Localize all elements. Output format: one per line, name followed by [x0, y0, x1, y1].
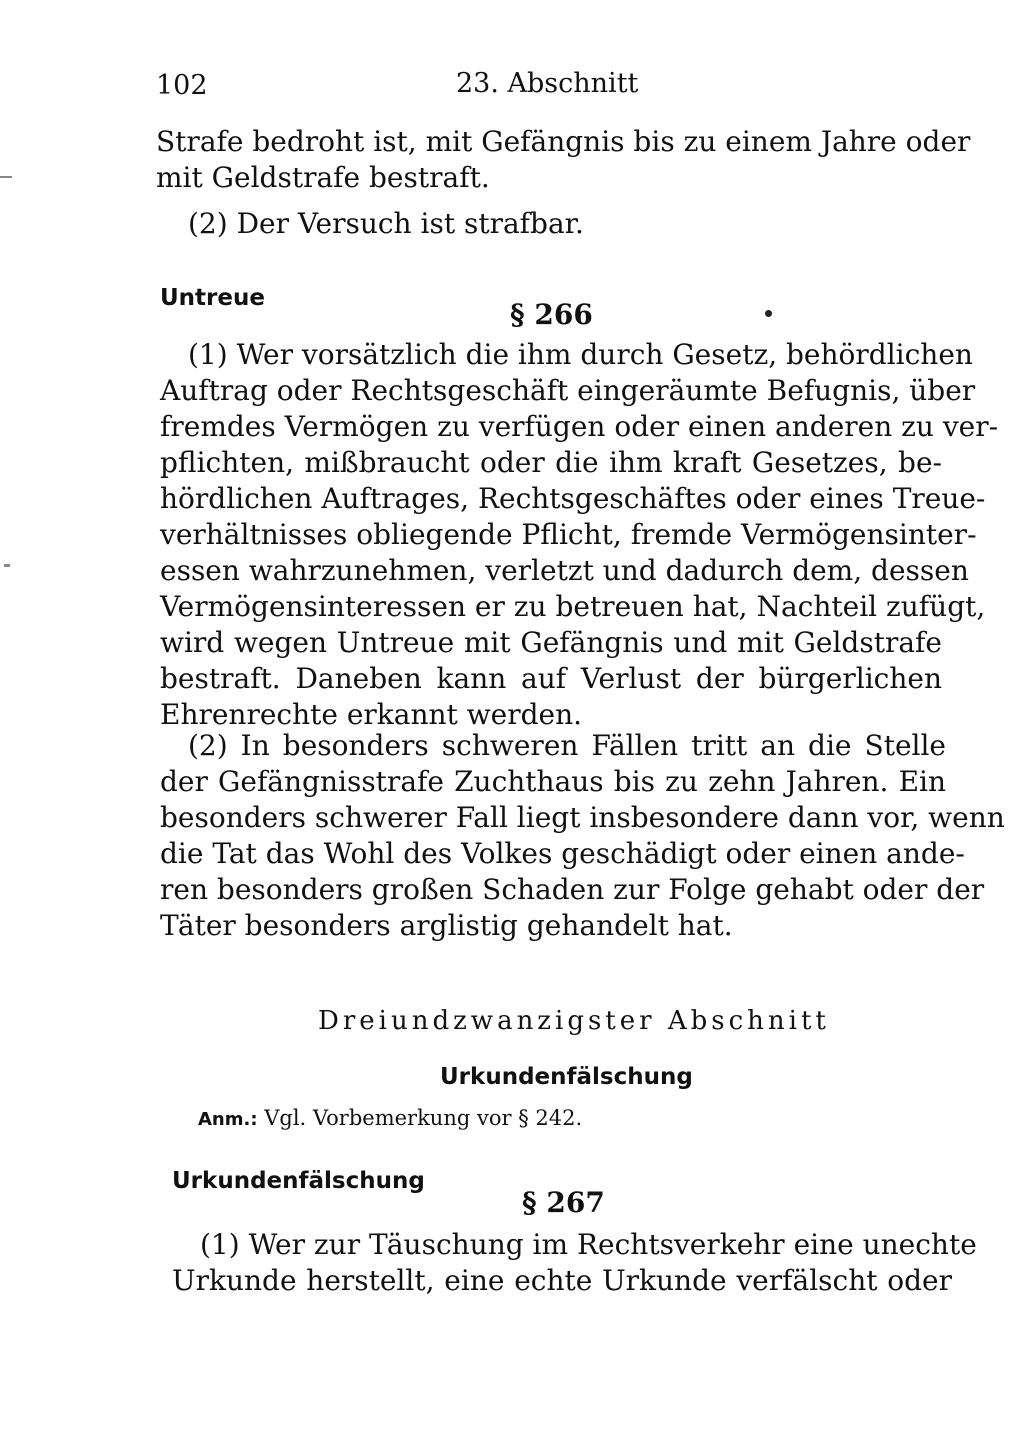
text-line: die Tat das Wohl des Volkes geschädigt oder einen ande- [160, 837, 965, 870]
note-label: Anm.: [198, 1109, 258, 1130]
text-line: hördlichen Auftrages, Rechtsgeschäftes oder eines Treue- [160, 482, 986, 515]
text-line: Strafe bedroht ist, mit Gefängnis bis zu einem Jahre oder [156, 125, 971, 158]
section-mark-267: § 267 [522, 1186, 605, 1219]
text-line: Täter besonders arglistig gehandelt hat. [160, 909, 733, 942]
side-heading-urkundenfaelschung: Urkundenfälschung [172, 1168, 425, 1194]
text-line: essen wahrzunehmen, verletzt und dadurch dem, dessen [160, 554, 969, 587]
text-line: (2) In besonders schweren Fällen tritt an die Stelle [188, 729, 946, 762]
attempt-paragraph: (2) Der Versuch ist strafbar. [188, 207, 584, 240]
page-number: 102 [156, 70, 208, 101]
text-line: besonders schwerer Fall liegt insbesondere dann vor, wenn [160, 801, 1005, 834]
text-line: wird wegen Untreue mit Gefängnis und mit Geldstrafe [160, 626, 942, 659]
text-line: fremdes Vermögen zu verfügen oder einen anderen zu ver- [160, 410, 999, 443]
text-line: Ehrenrechte erkannt werden. [160, 698, 583, 731]
note-text: Vgl. Vorbemerkung vor § 242. [264, 1106, 583, 1130]
text-line: bestraft. Daneben kann auf Verlust der bürgerlichen [160, 662, 942, 695]
scan-edge-mark [4, 564, 10, 567]
section-267-paragraph-1 [172, 1227, 977, 1299]
section-mark-266: § 266 [510, 298, 593, 331]
text-line: (1) Wer vorsätzlich die ihm durch Gesetz, behördlichen [188, 338, 973, 371]
chapter-subtitle: Urkundenfälschung [440, 1064, 693, 1090]
scan-edge-mark [0, 176, 12, 178]
section-266-paragraph-1 [160, 337, 999, 733]
carry-over-paragraph [156, 124, 971, 196]
text-line: pflichten, mißbraucht oder die ihm kraft Gesetzes, be- [160, 446, 942, 479]
text-line: Urkunde herstellt, eine echte Urkunde verfälscht oder [172, 1264, 952, 1297]
text-line: mit Geldstrafe bestraft. [156, 161, 490, 194]
side-heading-untreue: Untreue [160, 285, 265, 311]
text-line: Auftrag oder Rechtsgeschäft eingeräumte Befugnis, über [160, 374, 976, 407]
chapter-title: Dreiundzwanzigster Abschnitt [318, 1006, 830, 1036]
text-line: ren besonders großen Schaden zur Folge gehabt oder der [160, 873, 985, 906]
section-266-paragraph-2 [160, 728, 1005, 944]
printer-dot-mark [765, 310, 772, 317]
text-line: verhältnisses obliegende Pflicht, fremde Vermögensinter- [160, 518, 977, 551]
chapter-note [198, 1106, 582, 1130]
text-line: der Gefängnisstrafe Zuchthaus bis zu zehn Jahren. Ein [160, 765, 946, 798]
text-line: Vermögensinteressen er zu betreuen hat, Nachteil zufügt, [160, 590, 986, 623]
text-line: (1) Wer zur Täuschung im Rechtsverkehr eine unechte [200, 1228, 977, 1261]
running-head: 23. Abschnitt [456, 68, 639, 99]
